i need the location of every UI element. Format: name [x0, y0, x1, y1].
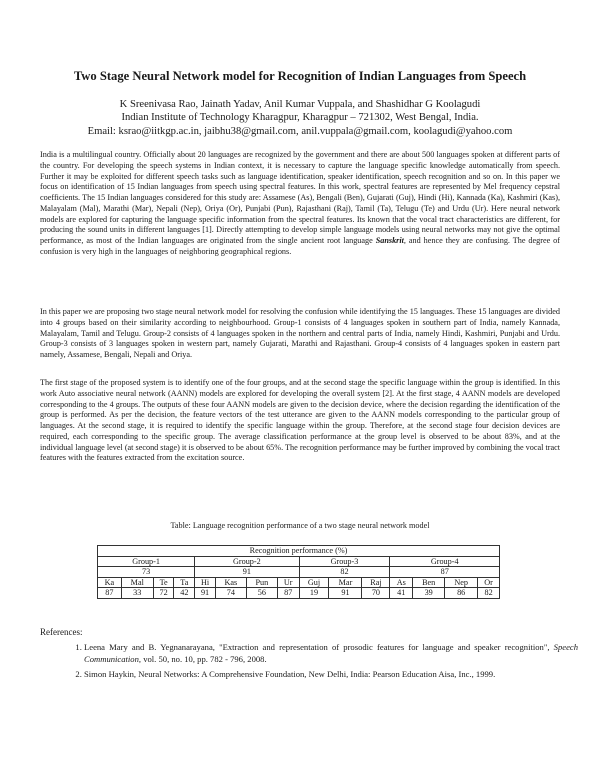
value-cell: 72 [153, 588, 174, 599]
group-score-cell: 82 [299, 567, 390, 578]
group-name-cell: Group-4 [390, 556, 500, 567]
results-table [97, 545, 500, 599]
paper-title: Two Stage Neural Network model for Recognition of Indian Languages from Speech [73, 69, 527, 83]
value-cell: 19 [299, 588, 329, 599]
reference-item [84, 669, 578, 681]
reference-text: Simon Haykin, Neural Networks: A Comprehensive Foundation, New Delhi, India: Pearson Education Aisa, Inc., 1999. [84, 668, 496, 679]
value-cell: 91 [195, 588, 216, 599]
language-cell: Or [478, 577, 500, 588]
reference-text: , vol. 50, no. 10, pp. 782 - 796, 2008. [138, 653, 267, 664]
language-cell: Hi [195, 577, 216, 588]
language-cell: Pun [246, 577, 277, 588]
paragraph-groups: In this paper we are proposing two stage neural network model for resolving the confusion while identifying the 15 languages. These 15 languages are divided into 4 groups based on their similarity according to neighbourhood. Group-1 consists of 4 languages spoken in southern part of India, namely Kannada, Malayalam, Tamil and Telugu. Group-2 consists of 4 languages spoken in the northern and central parts of India, namely Hindi, Kashmiri, Punjabi and Urdu. Group-3 consists of 3 languages spoken in western part, namely Gujarati, Marathi and Rajasthani. Group-4 consists of 4 languages spoken in eastern part namely, Assamese, Bengali, Nepali and Oriya. [40, 307, 560, 359]
group-name-cell: Group-1 [98, 556, 195, 567]
table-caption: Table: Language recognition performance of a two stage neural network model [170, 521, 430, 530]
language-cell: Ka [98, 577, 122, 588]
language-cell: Guj [299, 577, 329, 588]
group-name-cell: Group-3 [299, 556, 390, 567]
value-cell: 87 [277, 588, 299, 599]
table-row [98, 588, 500, 599]
value-cell: 87 [98, 588, 122, 599]
value-cell: 39 [413, 588, 445, 599]
reference-item [84, 642, 578, 665]
group-score-cell: 73 [98, 567, 195, 578]
table-row [98, 556, 500, 567]
paragraph-method: The first stage of the proposed system is to identify one of the four groups, and at the second stage the specific language within the group is identified. In this work Auto associative neural network (AANN) models are explored for developing the overall system [2]. At the first stage, 4 AANN models are developed corresponding to the 4 groups. The outputs of these four AANN models are given to the decision device, where the decision regarding the identification of the group is performed. As per the decision, the feature vectors of the test utterance are given to the AANN models corresponding to the particular group of languages. At the second stage, it is required to identify the specific language within the group. Therefore, at the second stage four decision devices are required, each corresponding to the specific group. The average classification performance at the group level is observed to be about 83%, and at the individual language level (at second stage) it is observed to be about 65%. The recognition performance may be further improved by combining the vocal tract features with the features extracted from the excitation source. [40, 378, 560, 463]
language-cell: Mar [329, 577, 362, 588]
paragraph-text: India is a multilingual country. Officially about 20 languages are recognized by the government and there are about 500 languages spoken at different parts of the country. For developing the speech systems in Indian context, it is necessary to capture the language specific knowledge automatically from speech. Further it may be exploited for different speech tasks such as language identification, speaker identification, speech recognition and so on. In this paper we focus on identification of 15 Indian languages from speech using spectral features. In this work, spectral features are represented by Mel frequency cepstral coefficients. The 15 Indian languages considered for this study are: Assamese (As), Bengali (Ben), Gujarati (Guj), Hindi (Hi), Kannada (Ka), Kashmiri (Kas), Malayalam (Mal), Marathi (Mar), Nepali (Nep), Oriya (Or), Punjabi (Pun), Rajasthani (Raj), Tamil (Ta), Telugu (Te) and Urdu (Ur). Here neural network models are explored for capturing the language specific information from the spectral features. Its known that the vocal tract characteristics are different, for producing the sound units in different languages [1]. Directly attempting to develop simple language models using neural networks may not give the optimal performance, as most of the Indian languages are originated from the single ancient root language [40, 150, 560, 245]
value-cell: 42 [174, 588, 195, 599]
language-cell: As [390, 577, 413, 588]
language-cell: Ur [277, 577, 299, 588]
table-row [98, 577, 500, 588]
references-list [66, 642, 578, 684]
affiliation: Indian Institute of Technology Kharagpur, Kharagpur – 721302, West Bengal, India. [121, 112, 479, 124]
author-block [40, 98, 560, 138]
emphasis-sanskrit: Sanskrit [375, 236, 404, 245]
table-header: Recognition performance (%) [98, 546, 500, 557]
value-cell: 41 [390, 588, 413, 599]
group-score-cell: 91 [195, 567, 299, 578]
group-score-cell: 87 [390, 567, 500, 578]
reference-text: Leena Mary and B. Yegnanarayana, "Extraction and representation of prosodic features for language and speaker recognition", [84, 642, 550, 652]
language-cell: Nep [445, 577, 478, 588]
value-cell: 70 [362, 588, 390, 599]
language-cell: Te [153, 577, 174, 588]
table-row [98, 567, 500, 578]
author-names: K Sreenivasa Rao, Jainath Yadav, Anil Kumar Vuppala, and Shashidhar G Koolagudi [119, 99, 481, 110]
references-heading: References: [40, 627, 83, 637]
language-cell: Ben [413, 577, 445, 588]
group-name-cell: Group-2 [195, 556, 299, 567]
value-cell: 56 [246, 588, 277, 599]
value-cell: 74 [215, 588, 246, 599]
value-cell: 82 [478, 588, 500, 599]
email-line: Email: ksrao@iitkgp.ac.in, jaibhu38@gmail.com, anil.vuppala@gmail.com, koolagudi@yahoo.com [87, 125, 513, 137]
value-cell: 33 [121, 588, 153, 599]
language-cell: Raj [362, 577, 390, 588]
value-cell: 91 [329, 588, 362, 599]
value-cell: 86 [445, 588, 478, 599]
language-cell: Kas [215, 577, 246, 588]
reference-journal: Speech Communication [84, 642, 579, 664]
paragraph-introduction [40, 150, 560, 258]
language-cell: Ta [174, 577, 195, 588]
language-cell: Mal [121, 577, 153, 588]
table-row [98, 546, 500, 557]
paragraph-text: , and hence they are confusing. The degree of confusion is very high in the languages of neighboring geographical regions. [40, 236, 560, 256]
